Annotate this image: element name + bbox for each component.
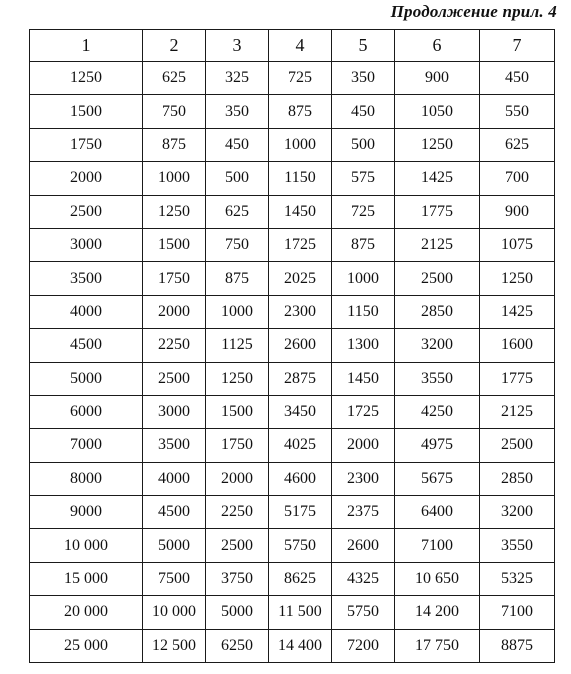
table-cell: 8000 bbox=[30, 462, 143, 495]
table-cell: 1250 bbox=[30, 62, 143, 95]
table-cell: 7500 bbox=[143, 562, 206, 595]
table-row bbox=[30, 195, 555, 228]
table-cell: 450 bbox=[480, 62, 555, 95]
table-cell: 14 400 bbox=[269, 629, 332, 662]
table-row bbox=[30, 228, 555, 261]
table-cell: 1000 bbox=[206, 295, 269, 328]
table-cell: 2850 bbox=[395, 295, 480, 328]
table-cell: 7100 bbox=[480, 596, 555, 629]
table-cell: 500 bbox=[332, 128, 395, 161]
table-cell: 1500 bbox=[206, 395, 269, 428]
table-cell: 2500 bbox=[143, 362, 206, 395]
table-cell: 1000 bbox=[332, 262, 395, 295]
appendix-table bbox=[29, 29, 555, 663]
table-cell: 4975 bbox=[395, 429, 480, 462]
table-cell: 3200 bbox=[480, 496, 555, 529]
table-cell: 700 bbox=[480, 162, 555, 195]
table-cell: 575 bbox=[332, 162, 395, 195]
table-cell: 2000 bbox=[30, 162, 143, 195]
table-cell: 2875 bbox=[269, 362, 332, 395]
table-cell: 1425 bbox=[395, 162, 480, 195]
table-cell: 3450 bbox=[269, 395, 332, 428]
table-cell: 17 750 bbox=[395, 629, 480, 662]
table-cell: 10 650 bbox=[395, 562, 480, 595]
table-cell: 1250 bbox=[395, 128, 480, 161]
table-cell: 2000 bbox=[206, 462, 269, 495]
table-cell: 2600 bbox=[332, 529, 395, 562]
table-cell: 550 bbox=[480, 95, 555, 128]
table-cell: 1000 bbox=[143, 162, 206, 195]
table-cell: 1750 bbox=[143, 262, 206, 295]
table-cell: 875 bbox=[206, 262, 269, 295]
table-cell: 3750 bbox=[206, 562, 269, 595]
table-cell: 7000 bbox=[30, 429, 143, 462]
table-cell: 5750 bbox=[269, 529, 332, 562]
table-row bbox=[30, 395, 555, 428]
table-cell: 15 000 bbox=[30, 562, 143, 595]
table-cell: 4000 bbox=[143, 462, 206, 495]
table-row bbox=[30, 462, 555, 495]
table-row bbox=[30, 162, 555, 195]
table-cell: 3200 bbox=[395, 329, 480, 362]
column-header: 7 bbox=[480, 30, 555, 62]
table-cell: 1250 bbox=[143, 195, 206, 228]
table-cell: 5000 bbox=[206, 596, 269, 629]
table-cell: 5000 bbox=[143, 529, 206, 562]
table-cell: 12 500 bbox=[143, 629, 206, 662]
table-cell: 1750 bbox=[30, 128, 143, 161]
table-cell: 7200 bbox=[332, 629, 395, 662]
table-cell: 3000 bbox=[143, 395, 206, 428]
table-cell: 2250 bbox=[143, 329, 206, 362]
table-cell: 1775 bbox=[480, 362, 555, 395]
table-cell: 6000 bbox=[30, 395, 143, 428]
table-cell: 3500 bbox=[30, 262, 143, 295]
table-cell: 2000 bbox=[332, 429, 395, 462]
table-cell: 2025 bbox=[269, 262, 332, 295]
table-cell: 1500 bbox=[30, 95, 143, 128]
table-cell: 4000 bbox=[30, 295, 143, 328]
table-row bbox=[30, 329, 555, 362]
table-cell: 1750 bbox=[206, 429, 269, 462]
table-cell: 3550 bbox=[395, 362, 480, 395]
table-cell: 2850 bbox=[480, 462, 555, 495]
table-cell: 1125 bbox=[206, 329, 269, 362]
table-cell: 350 bbox=[206, 95, 269, 128]
table-cell: 1075 bbox=[480, 228, 555, 261]
table-cell: 725 bbox=[332, 195, 395, 228]
table-row bbox=[30, 128, 555, 161]
table-cell: 3000 bbox=[30, 228, 143, 261]
table-row bbox=[30, 95, 555, 128]
column-header: 3 bbox=[206, 30, 269, 62]
table-cell: 500 bbox=[206, 162, 269, 195]
table-cell: 325 bbox=[206, 62, 269, 95]
table-cell: 350 bbox=[332, 62, 395, 95]
appendix-continuation-caption: Продолжение прил. 4 bbox=[390, 2, 557, 21]
table-cell: 2500 bbox=[206, 529, 269, 562]
table-cell: 4325 bbox=[332, 562, 395, 595]
table-cell: 1500 bbox=[143, 228, 206, 261]
table-header-row bbox=[30, 30, 555, 62]
column-header: 2 bbox=[143, 30, 206, 62]
table-cell: 5750 bbox=[332, 596, 395, 629]
table-cell: 1450 bbox=[332, 362, 395, 395]
table-cell: 2300 bbox=[332, 462, 395, 495]
table-row bbox=[30, 629, 555, 662]
table-cell: 725 bbox=[269, 62, 332, 95]
table-cell: 2300 bbox=[269, 295, 332, 328]
table-cell: 4500 bbox=[30, 329, 143, 362]
column-header: 4 bbox=[269, 30, 332, 62]
table-cell: 875 bbox=[143, 128, 206, 161]
table-cell: 1600 bbox=[480, 329, 555, 362]
table-cell: 1775 bbox=[395, 195, 480, 228]
table-cell: 14 200 bbox=[395, 596, 480, 629]
table-cell: 2500 bbox=[480, 429, 555, 462]
table-cell: 2500 bbox=[395, 262, 480, 295]
table-cell: 900 bbox=[395, 62, 480, 95]
table-row bbox=[30, 362, 555, 395]
table-row bbox=[30, 596, 555, 629]
table-cell: 20 000 bbox=[30, 596, 143, 629]
column-header: 1 bbox=[30, 30, 143, 62]
table-cell: 1150 bbox=[332, 295, 395, 328]
table-cell: 4500 bbox=[143, 496, 206, 529]
table-cell: 8875 bbox=[480, 629, 555, 662]
table-cell: 875 bbox=[269, 95, 332, 128]
table-cell: 900 bbox=[480, 195, 555, 228]
table-cell: 875 bbox=[332, 228, 395, 261]
table-cell: 450 bbox=[206, 128, 269, 161]
table-cell: 2250 bbox=[206, 496, 269, 529]
table-cell: 1150 bbox=[269, 162, 332, 195]
table-cell: 1425 bbox=[480, 295, 555, 328]
table-cell: 4025 bbox=[269, 429, 332, 462]
table-cell: 625 bbox=[480, 128, 555, 161]
table-cell: 2000 bbox=[143, 295, 206, 328]
table-cell: 2500 bbox=[30, 195, 143, 228]
table-row bbox=[30, 562, 555, 595]
table-cell: 1450 bbox=[269, 195, 332, 228]
table-cell: 1050 bbox=[395, 95, 480, 128]
table-cell: 2125 bbox=[395, 228, 480, 261]
table-cell: 4600 bbox=[269, 462, 332, 495]
table-cell: 4250 bbox=[395, 395, 480, 428]
table-cell: 625 bbox=[206, 195, 269, 228]
table-row bbox=[30, 262, 555, 295]
table-cell: 5175 bbox=[269, 496, 332, 529]
table-cell: 6400 bbox=[395, 496, 480, 529]
table-row bbox=[30, 496, 555, 529]
table-cell: 1000 bbox=[269, 128, 332, 161]
table-cell: 3500 bbox=[143, 429, 206, 462]
table-cell: 450 bbox=[332, 95, 395, 128]
table-cell: 625 bbox=[143, 62, 206, 95]
table-cell: 2375 bbox=[332, 496, 395, 529]
table-cell: 1725 bbox=[332, 395, 395, 428]
table-cell: 10 000 bbox=[143, 596, 206, 629]
column-header: 5 bbox=[332, 30, 395, 62]
table-cell: 5675 bbox=[395, 462, 480, 495]
table-cell: 750 bbox=[143, 95, 206, 128]
table-cell: 1250 bbox=[480, 262, 555, 295]
table-cell: 5325 bbox=[480, 562, 555, 595]
table-cell: 2600 bbox=[269, 329, 332, 362]
table-cell: 9000 bbox=[30, 496, 143, 529]
table-cell: 6250 bbox=[206, 629, 269, 662]
table-cell: 10 000 bbox=[30, 529, 143, 562]
table-cell: 1250 bbox=[206, 362, 269, 395]
table-cell: 750 bbox=[206, 228, 269, 261]
table-cell: 11 500 bbox=[269, 596, 332, 629]
table-row bbox=[30, 429, 555, 462]
table-cell: 1725 bbox=[269, 228, 332, 261]
table-cell: 3550 bbox=[480, 529, 555, 562]
table-body bbox=[30, 62, 555, 663]
table-row bbox=[30, 295, 555, 328]
table-cell: 5000 bbox=[30, 362, 143, 395]
table-cell: 2125 bbox=[480, 395, 555, 428]
table-cell: 7100 bbox=[395, 529, 480, 562]
table-row bbox=[30, 529, 555, 562]
table-cell: 8625 bbox=[269, 562, 332, 595]
column-header: 6 bbox=[395, 30, 480, 62]
table-cell: 1300 bbox=[332, 329, 395, 362]
table-row bbox=[30, 62, 555, 95]
table-cell: 25 000 bbox=[30, 629, 143, 662]
